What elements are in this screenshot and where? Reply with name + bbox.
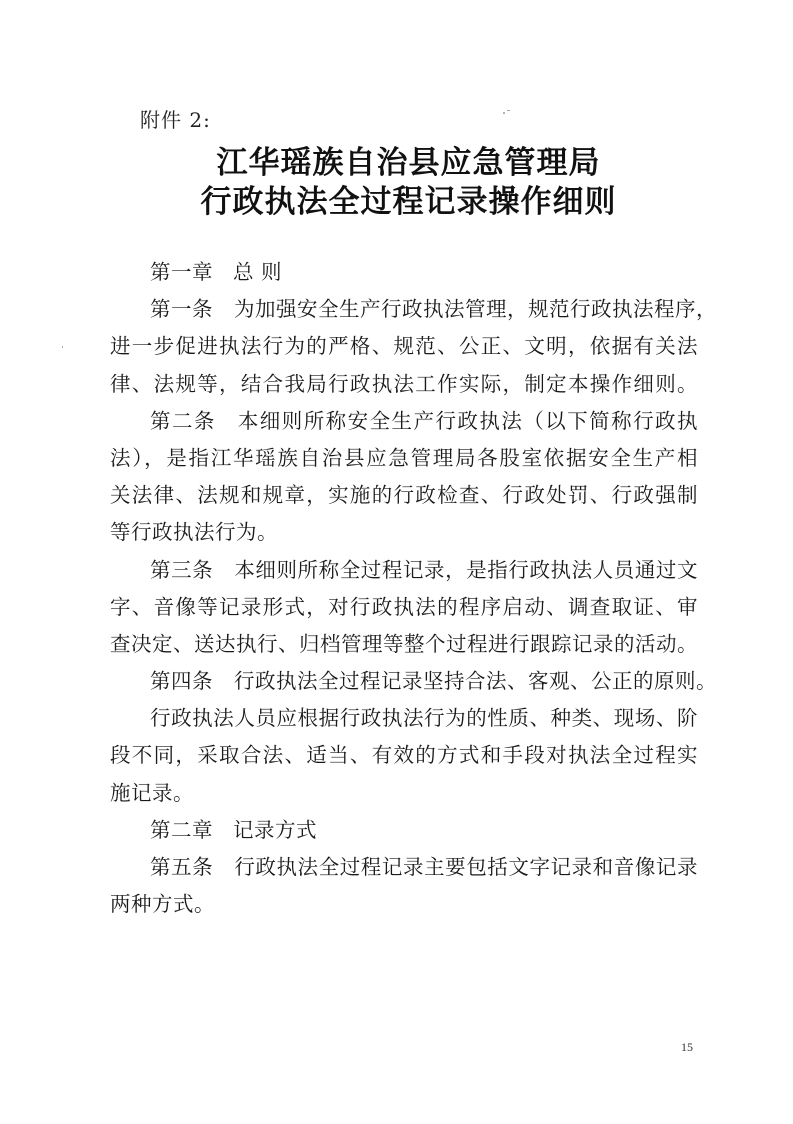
paragraph-line: 第四条 行政执法全过程记录坚持合法、客观、公正的原则。 (150, 669, 717, 694)
paragraph-line: 进一步促进执法行为的严格、规范、公正、文明，依据有关法 (110, 334, 698, 359)
document-title-line-1: 江华瑶族自治县应急管理局 (216, 145, 601, 181)
scan-speck (503, 112, 505, 114)
paragraph-line: 关法律、法规和规章，实施的行政检查、行政处罚、行政强制 (110, 483, 698, 508)
chapter-name: 总 则 (233, 260, 283, 284)
chapter-number: 第一章 (150, 260, 213, 284)
paragraph-line: 律、法规等，结合我局行政执法工作实际，制定本操作细则。 (110, 371, 698, 396)
chapter-name: 记录方式 (233, 817, 317, 842)
document-body (110, 254, 717, 923)
attachment-label: 附件 2: (140, 108, 211, 132)
chapter-heading-2 (110, 812, 698, 849)
paragraph-line: 施记录。 (110, 780, 194, 805)
paragraph-line: 两种方式。 (110, 892, 215, 917)
paragraph-line: 第二条 本细则所称安全生产行政执法（以下简称行政执 (150, 408, 698, 433)
page-number: 15 (681, 1040, 693, 1054)
chapter-number: 第二章 (150, 817, 213, 842)
paragraph-line: 查决定、送达执行、归档管理等整个过程进行跟踪记录的活动。 (110, 631, 698, 656)
paragraph-line: 第三条 本细则所称全过程记录，是指行政执法人员通过文 (150, 557, 698, 582)
scan-speck (62, 346, 63, 348)
document-title-line-2: 行政执法全过程记录操作细则 (200, 184, 617, 220)
paragraph-line: 法），是指江华瑶族自治县应急管理局各股室依据安全生产相 (110, 445, 698, 470)
paragraph-line: 行政执法人员应根据行政执法行为的性质、种类、现场、阶 (150, 706, 698, 731)
paragraph-line: 第五条 行政执法全过程记录主要包括文字记录和音像记录 (150, 855, 698, 879)
paragraph-line: 第一条 为加强安全生产行政执法管理，规范行政执法程序， (150, 297, 717, 322)
paragraph-line: 字、音像等记录形式，对行政执法的程序启动、调查取证、审 (110, 594, 698, 619)
scan-speck (507, 110, 510, 111)
paragraph-line: 段不同，采取合法、适当、有效的方式和手段对执法全过程实 (110, 743, 698, 768)
chapter-heading-1 (110, 254, 698, 291)
paragraph-line: 等行政执法行为。 (110, 520, 278, 545)
